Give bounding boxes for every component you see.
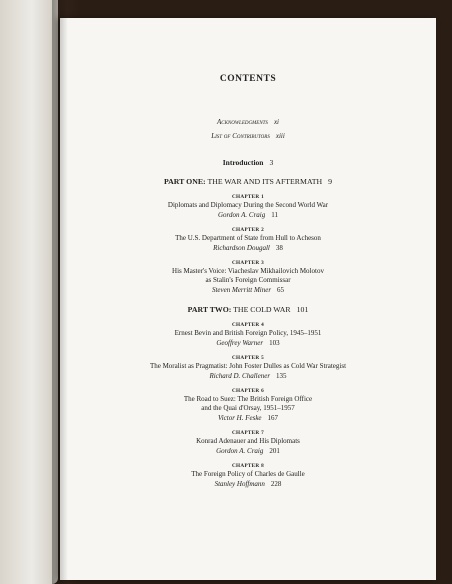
- chapter-title-continued: and the Quai d'Orsay, 1951–1957: [201, 404, 295, 412]
- chapter-page: 228: [270, 480, 282, 488]
- chapter-author: Victor H. Feske: [217, 414, 262, 422]
- chapter-page: 11: [271, 211, 278, 219]
- front-matter-label: Acknowledgments: [216, 118, 268, 126]
- chapter-number: CHAPTER 6: [232, 388, 264, 394]
- chapter-entry: [60, 463, 436, 489]
- chapter-author: Richard D. Challener: [209, 372, 271, 380]
- chapter-title: The Road to Suez: The British Foreign Office: [183, 395, 313, 403]
- front-matter-page: xiii: [275, 132, 285, 140]
- chapter-entry: [60, 260, 436, 295]
- chapter-author: Richardson Dougall: [213, 244, 270, 252]
- chapter-author: Geoffrey Warner: [216, 339, 264, 347]
- part-heading: [60, 177, 436, 186]
- chapter-page: 201: [269, 447, 280, 455]
- chapter-number: CHAPTER 4: [232, 322, 264, 328]
- chapter-author-line: [60, 243, 436, 253]
- book-page: [60, 18, 436, 580]
- front-matter-page: xi: [273, 118, 279, 126]
- chapter-author-line: [60, 371, 436, 381]
- chapter-title: The Foreign Policy of Charles de Gaulle: [191, 470, 305, 478]
- part-heading: [60, 305, 436, 314]
- part-page: 101: [296, 305, 309, 314]
- chapter-title: The U.S. Department of State from Hull to Acheson: [175, 234, 321, 242]
- part-page: 9: [328, 177, 333, 186]
- chapter-entry: [60, 322, 436, 348]
- chapter-entry: [60, 388, 436, 423]
- chapter-title: His Master's Voice: Viacheslav Mikhailovich Molotov: [172, 267, 324, 275]
- chapter-author-line: [60, 210, 436, 220]
- chapter-author-line: [60, 285, 436, 295]
- chapter-page: 38: [275, 244, 283, 252]
- chapter-number: CHAPTER 3: [232, 260, 264, 266]
- chapter-title: Konrad Adenauer and His Diplomats: [196, 437, 300, 445]
- chapter-entry: [60, 194, 436, 220]
- chapter-author-line: [60, 413, 436, 423]
- part-label: PART TWO:: [187, 305, 232, 314]
- facing-page: [0, 0, 58, 584]
- introduction-label: Introduction: [222, 158, 264, 167]
- chapter-author-line: [60, 479, 436, 489]
- chapter-page: 167: [267, 414, 279, 422]
- introduction-entry: [60, 158, 436, 167]
- introduction-page: 3: [269, 158, 274, 167]
- chapter-author: Steven Merritt Miner: [211, 286, 272, 294]
- chapter-title: The Moralist as Pragmatist: John Foster Dulles as Cold War Strategist: [149, 362, 347, 370]
- chapter-author-line: [60, 338, 436, 348]
- chapter-page: 65: [277, 286, 285, 294]
- chapter-entry: [60, 355, 436, 381]
- front-matter-entry: [60, 132, 436, 140]
- chapter-number: CHAPTER 2: [232, 227, 264, 233]
- chapter-page: 103: [269, 339, 280, 347]
- front-matter-entry: [60, 118, 436, 126]
- part-label: PART ONE:: [163, 177, 206, 186]
- chapter-author: Stanley Hoffmann: [214, 480, 265, 488]
- chapter-page: 135: [276, 372, 287, 380]
- chapter-number: CHAPTER 5: [232, 355, 264, 361]
- chapter-title-continued: as Stalin's Foreign Commissar: [205, 276, 291, 284]
- chapter-entry: [60, 430, 436, 456]
- contents-heading: CONTENTS: [219, 74, 277, 84]
- chapter-author: Gordon A. Craig: [217, 211, 266, 219]
- chapter-author-line: [60, 446, 436, 456]
- chapter-number: CHAPTER 1: [232, 194, 264, 200]
- chapter-title: Ernest Bevin and British Foreign Policy, 1945–1951: [174, 329, 322, 337]
- part-title: THE WAR AND ITS AFTERMATH: [207, 177, 323, 186]
- chapter-author: Gordon A. Craig: [216, 447, 264, 455]
- part-title: THE COLD WAR: [233, 305, 291, 314]
- front-matter-label: List of Contributors: [211, 132, 270, 140]
- spine-shadow: [52, 0, 68, 584]
- chapter-title: Diplomats and Diplomacy During the Second World War: [167, 201, 329, 209]
- chapter-number: CHAPTER 8: [232, 463, 264, 469]
- chapter-entry: [60, 227, 436, 253]
- chapter-number: CHAPTER 7: [232, 430, 264, 436]
